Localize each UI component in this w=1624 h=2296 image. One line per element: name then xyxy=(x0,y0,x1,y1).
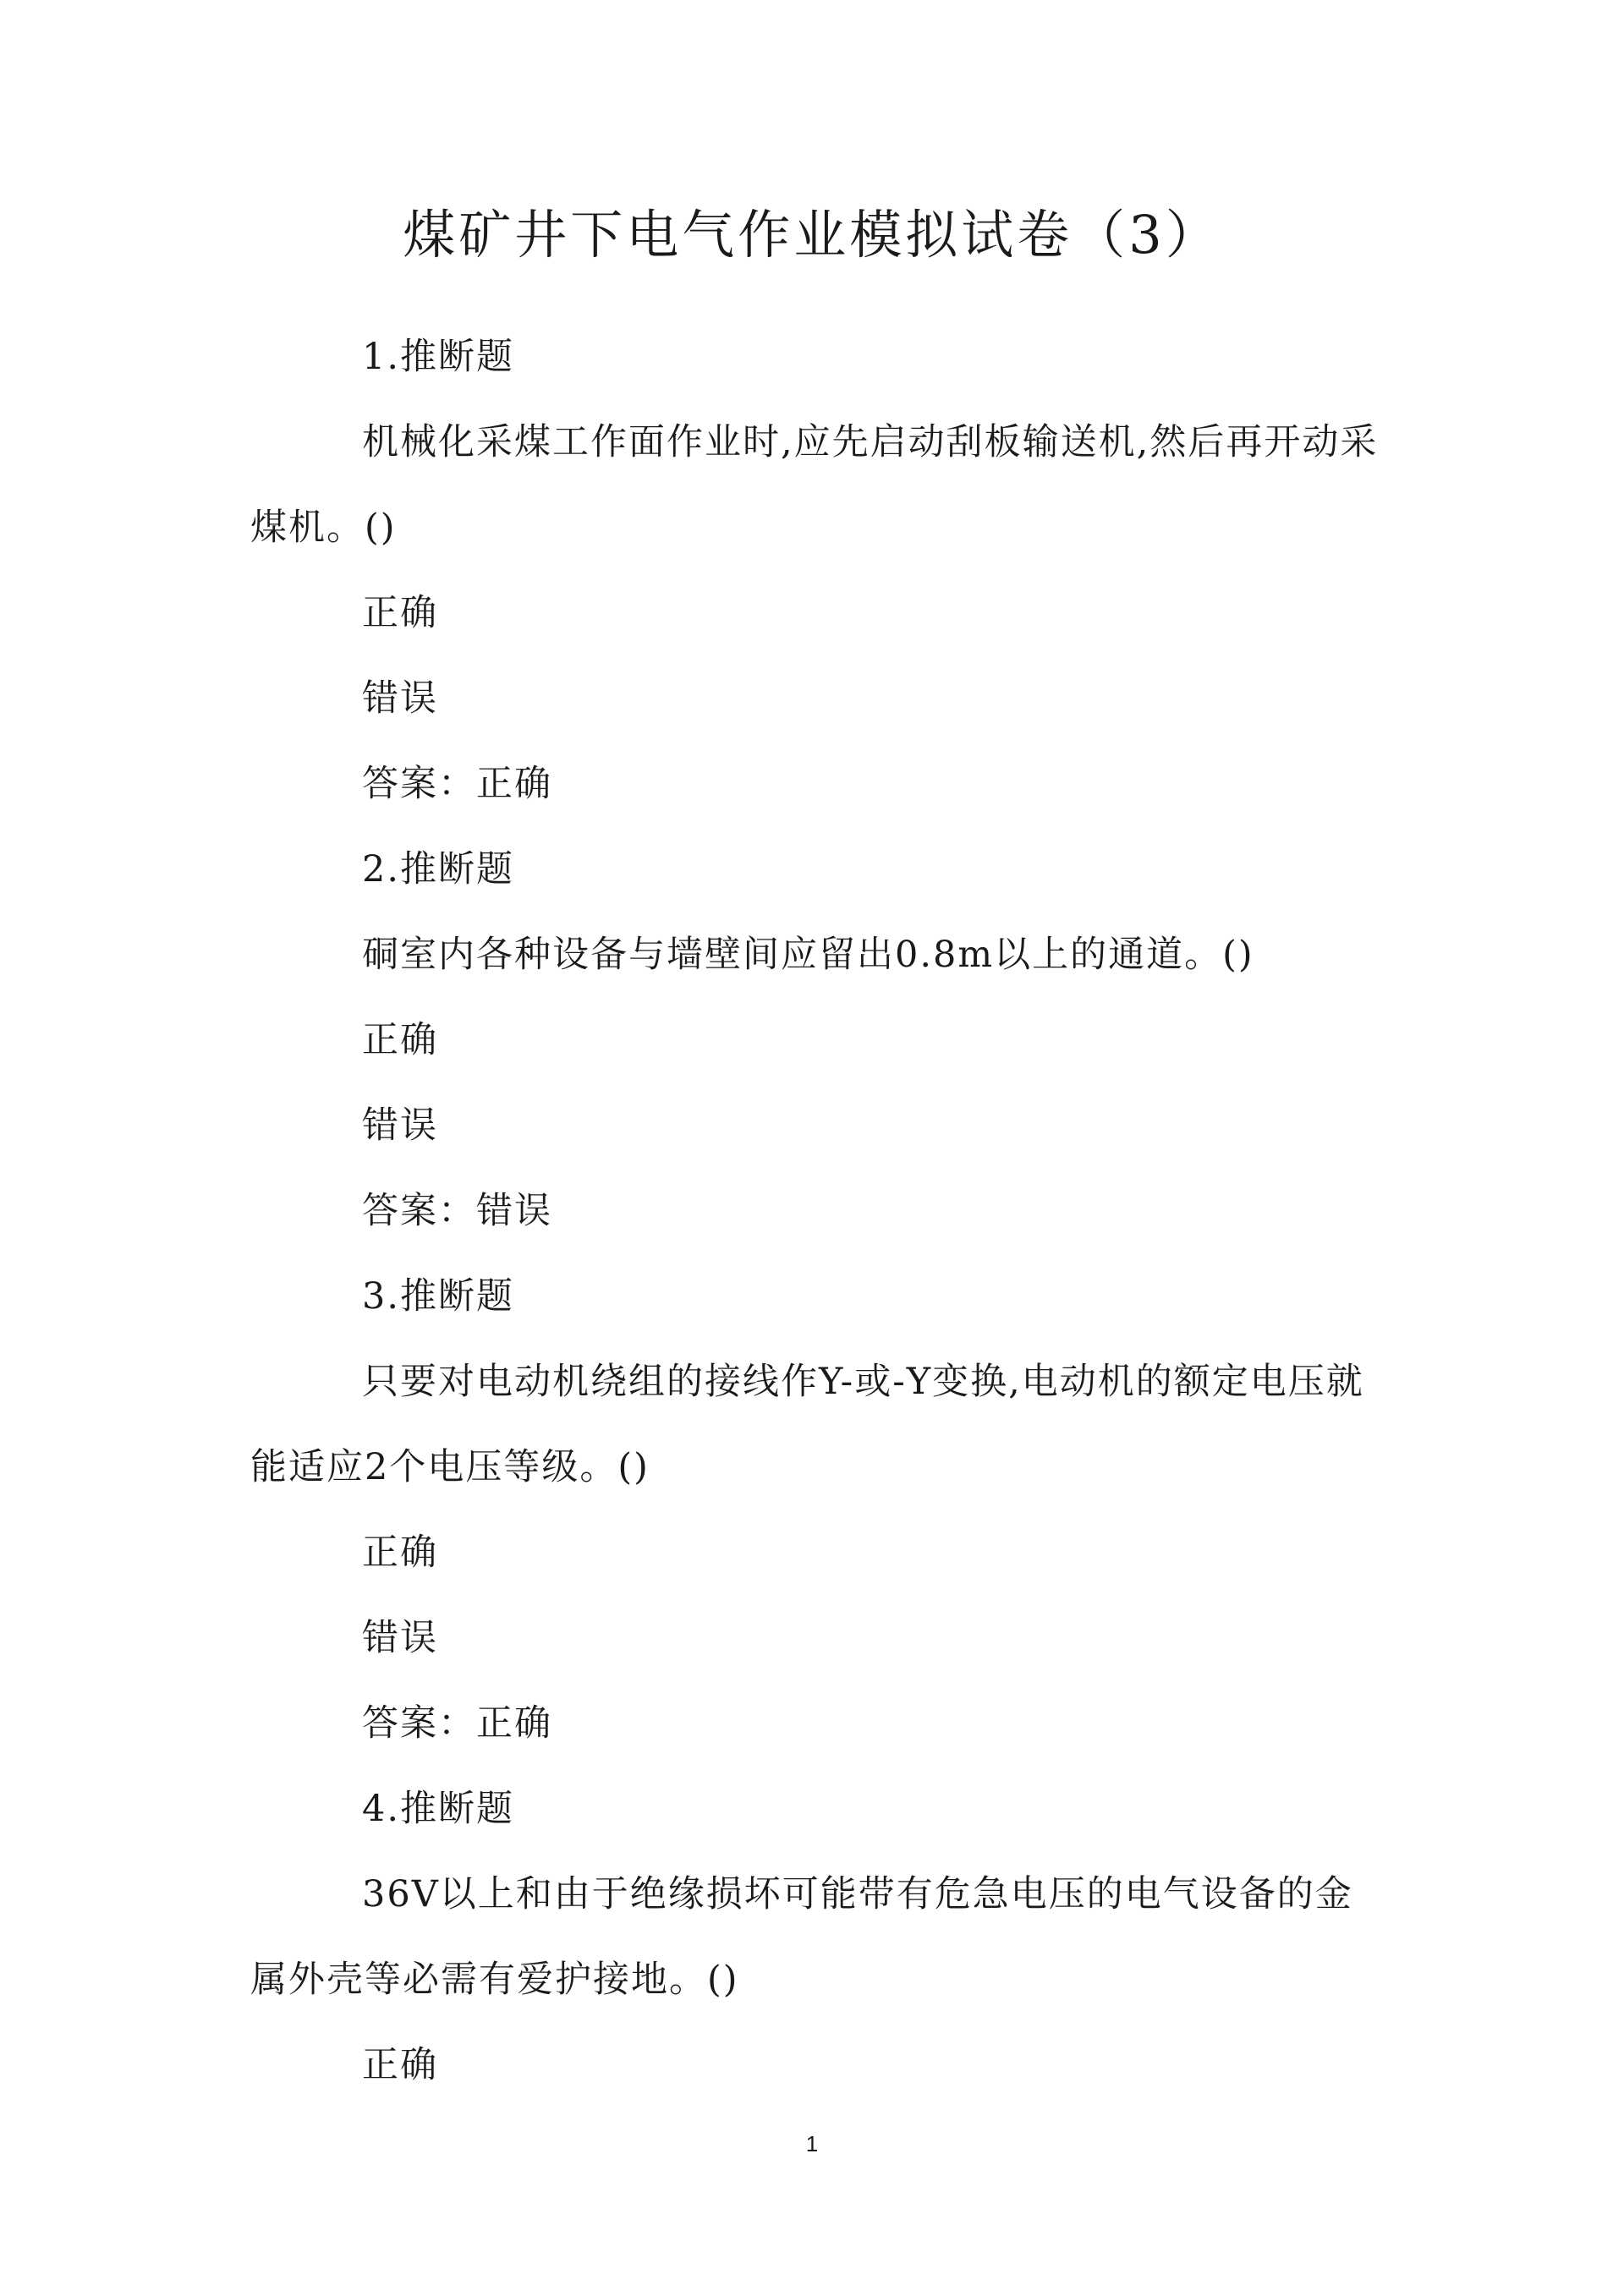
question-heading: 2.推断题 xyxy=(362,848,515,890)
answer-text: 答案：正确 xyxy=(362,763,552,805)
question-text: 硐室内各种设备与墙壁间应留出0.8m以上的通道。() xyxy=(362,934,1254,976)
question-item xyxy=(250,1254,1384,1767)
option-wrong: 错误 xyxy=(362,1617,438,1659)
question-list xyxy=(250,315,1384,2108)
answer-text: 答案：正确 xyxy=(362,1702,552,1745)
question-heading: 1.推断题 xyxy=(362,336,515,378)
page-number: 1 xyxy=(805,2131,819,2156)
question-heading: 3.推断题 xyxy=(362,1275,515,1318)
question-item xyxy=(250,315,1384,827)
question-text: 只要对电动机绕组的接线作Y-或-Y变换,电动机的额定电压就能适应2个电压等级。() xyxy=(250,1361,1364,1488)
question-text: 36V以上和由于绝缘损坏可能带有危急电压的电气设备的金属外壳等必需有爱护接地。() xyxy=(250,1873,1353,2001)
option-wrong: 错误 xyxy=(362,1104,438,1147)
page-title: 煤矿井下电气作业模拟试卷（3） xyxy=(403,204,1221,266)
option-correct: 正确 xyxy=(362,592,438,634)
answer-text: 答案：错误 xyxy=(362,1190,552,1232)
option-wrong: 错误 xyxy=(362,677,438,720)
question-item xyxy=(250,1767,1384,2108)
option-correct: 正确 xyxy=(362,1019,438,1061)
question-item xyxy=(250,827,1384,1254)
question-heading: 4.推断题 xyxy=(362,1788,515,1830)
question-text: 机械化采煤工作面作业时,应先启动刮板输送机,然后再开动采煤机。() xyxy=(250,421,1379,549)
option-correct: 正确 xyxy=(362,1532,438,1574)
option-correct: 正确 xyxy=(362,2044,438,2086)
